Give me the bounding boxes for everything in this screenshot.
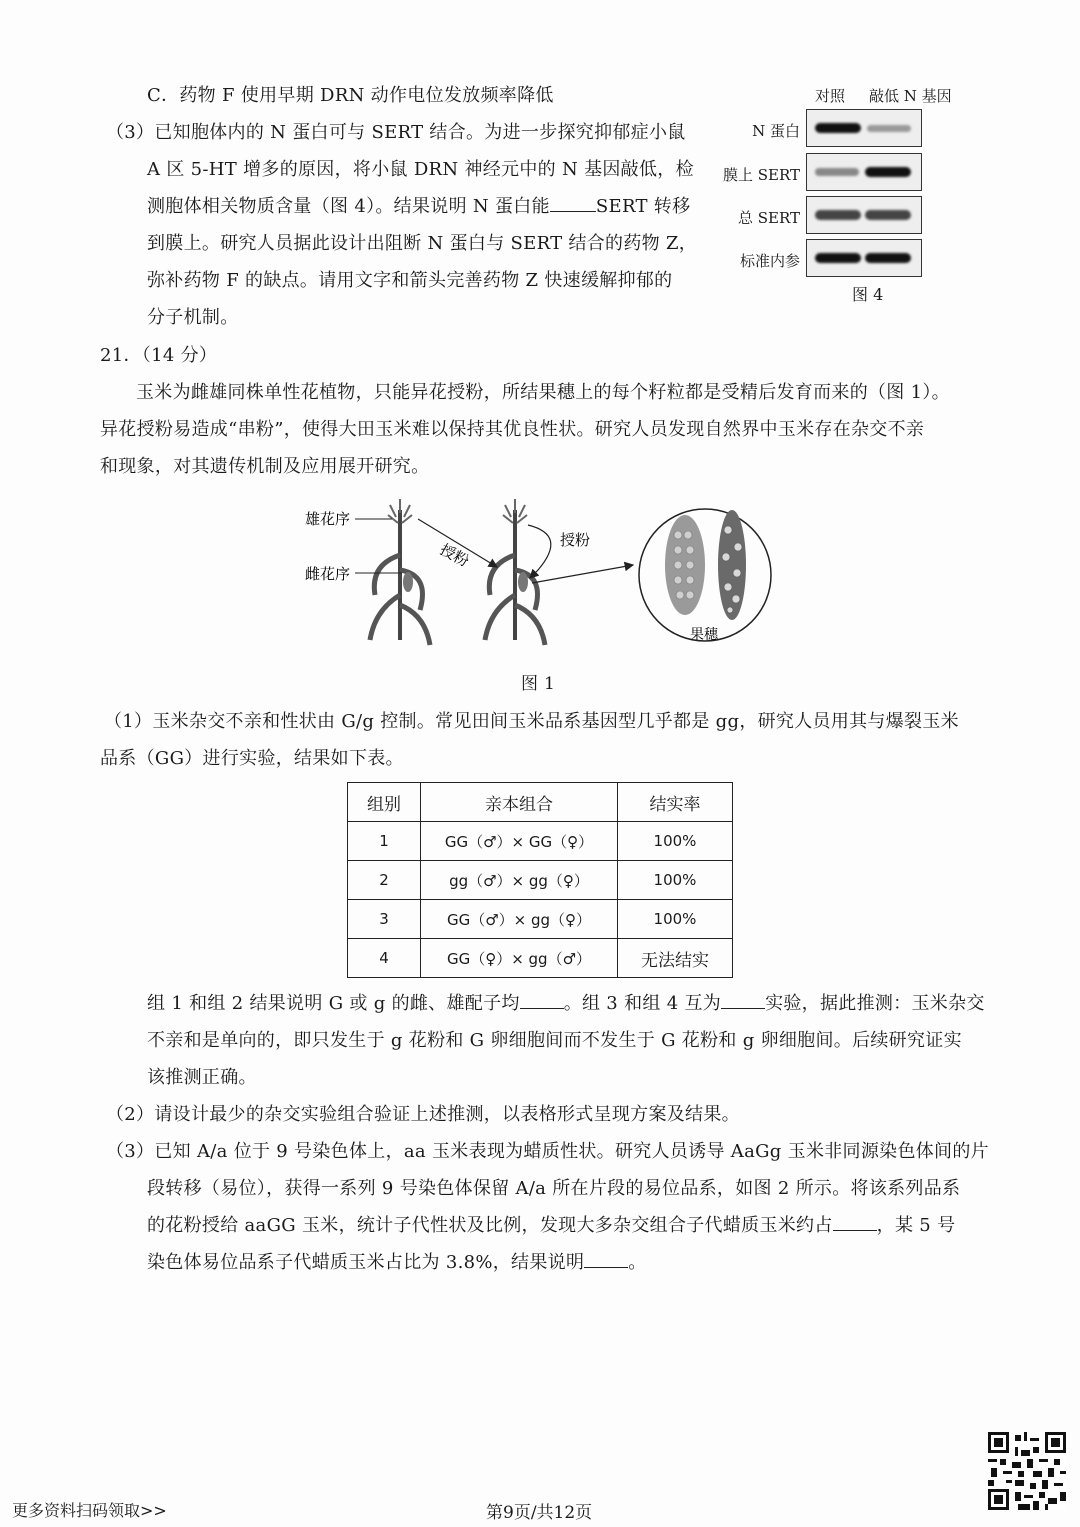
table-cell: 100%	[618, 822, 733, 861]
q21-1-result-line2: 不亲和是单向的，即只发生于 g 花粉和 G 卵细胞间而不发生于 G 花粉和 g 卵细胞间。后续研究证实	[147, 1030, 962, 1051]
figure-4-western-blot	[720, 80, 960, 320]
table-cell: gg（♂）× gg（♀）	[421, 861, 618, 900]
ear-label: 果穗	[690, 627, 718, 643]
q20-3-line2: A 区 5-HT 增多的原因，将小鼠 DRN 神经元中的 N 基因敲低，检	[147, 159, 694, 180]
band-knockdown	[865, 167, 911, 177]
header-group: 组别	[348, 783, 421, 822]
answer-blank[interactable]	[833, 1212, 877, 1231]
band-knockdown	[865, 210, 911, 220]
answer-blank[interactable]	[520, 990, 564, 1009]
answer-blank[interactable]	[550, 193, 596, 212]
row-label-total-sert: 总 SERT	[737, 209, 800, 227]
table-row	[348, 822, 733, 861]
blot-total-sert	[806, 196, 922, 234]
q21-3-line1: （3）已知 A/a 位于 9 号染色体上，aa 玉米表现为蜡质性状。研究人员诱导 AaGg 玉米非同源染色体间的片	[106, 1141, 989, 1162]
band-control	[815, 253, 861, 263]
table-cell: 100%	[618, 900, 733, 939]
answer-blank[interactable]	[721, 990, 765, 1009]
question-21-heading: 21．（14 分）	[100, 345, 218, 366]
col-knockdown-label: 敲低 N 基因	[869, 87, 952, 105]
table-header-row	[348, 783, 733, 822]
pollination-label-2: 授粉	[560, 531, 591, 549]
blot-loading-control	[806, 239, 922, 277]
q21-2: （2）请设计最少的杂交实验组合验证上述推测，以表格形式呈现方案及结果。	[106, 1104, 740, 1125]
option-c: C．药物 F 使用早期 DRN 动作电位发放频率降低	[147, 85, 554, 106]
figure-4-caption: 图 4	[852, 285, 884, 304]
band-control	[815, 123, 861, 133]
page-number: 第9页/共12页	[486, 1503, 593, 1523]
q20-3-line4: 到膜上。研究人员据此设计出阻断 N 蛋白与 SERT 结合的药物 Z，	[147, 233, 698, 254]
row-label-membrane-sert: 膜上 SERT	[722, 166, 800, 184]
table-cell: 4	[348, 939, 421, 978]
answer-blank[interactable]	[584, 1249, 628, 1268]
footer-promo-text[interactable]: 更多资料扫码领取>>	[12, 1501, 167, 1520]
q21-1-line1: （1）玉米杂交不亲和性状由 G/g 控制。常见田间玉米品系基因型几乎都是 gg，研究人员用其与爆裂玉米	[104, 711, 959, 732]
pollination-label-1: 授粉	[436, 540, 472, 571]
q21-1-result-line3: 该推测正确。	[147, 1067, 257, 1088]
table-cell: GG（♂）× gg（♀）	[421, 900, 618, 939]
table-row	[348, 861, 733, 900]
row-label-loading-control: 标准内参	[739, 252, 800, 270]
table-row	[348, 939, 733, 978]
table-cell: GG（♂）× GG（♀）	[421, 822, 618, 861]
figure-1-maize-pollination	[300, 495, 780, 665]
q21-3-line4: 染色体易位品系子代蜡质玉米占比为 3.8%，结果说明 。	[147, 1244, 647, 1281]
q21-1-line2: 品系（GG）进行实验，结果如下表。	[100, 748, 404, 769]
q21-1-result-line1: 组 1 和组 2 结果说明 G 或 g 的雌、雄配子均 。组 3 和组 4 互为 实验，据此推测：玉米杂交	[147, 985, 985, 1022]
q21-intro-line1: 玉米为雌雄同株单性花植物，只能异花授粉，所结果穗上的每个籽粒都是受精后发育而来的（图 1）。	[136, 382, 950, 403]
band-control	[815, 168, 859, 176]
table-cell: 3	[348, 900, 421, 939]
q21-3-line2: 段转移（易位），获得一系列 9 号染色体保留 A/a 所在片段的易位品系，如图 2 所示。将该系列品系	[147, 1178, 961, 1199]
band-knockdown	[865, 253, 911, 263]
table-cell: 2	[348, 861, 421, 900]
header-parents: 亲本组合	[421, 783, 618, 822]
table-cell: GG（♀）× gg（♂）	[421, 939, 618, 978]
table-cell: 1	[348, 822, 421, 861]
q20-3-line6: 分子机制。	[147, 307, 239, 328]
qr-code-icon[interactable]	[988, 1432, 1066, 1510]
q20-3-line3: 测胞体相关物质含量（图 4）。结果说明 N 蛋白能 SERT 转移	[147, 188, 690, 225]
table-cell: 100%	[618, 861, 733, 900]
header-seed-set: 结实率	[618, 783, 733, 822]
male-inflorescence-label: 雄花序	[305, 510, 351, 528]
row-label-n-protein: N 蛋白	[752, 122, 800, 140]
q20-3-line5: 弥补药物 F 的缺点。请用文字和箭头完善药物 Z 快速缓解抑郁的	[147, 270, 673, 291]
cross-results-table	[347, 782, 733, 978]
band-control	[815, 210, 861, 220]
figure-1-caption: 图 1	[521, 674, 556, 694]
table-row	[348, 900, 733, 939]
table-cell: 无法结实	[618, 939, 733, 978]
q21-intro-line3: 和现象，对其遗传机制及应用展开研究。	[100, 456, 430, 477]
blot-n-protein	[806, 109, 922, 147]
blot-membrane-sert	[806, 153, 922, 191]
q21-3-line3: 的花粉授给 aaGG 玉米，统计子代性状及比例，发现大多杂交组合子代蜡质玉米约占 ，某 5 号	[147, 1207, 955, 1244]
q20-3-line1: （3）已知胞体内的 N 蛋白可与 SERT 结合。为进一步探究抑郁症小鼠	[106, 122, 686, 143]
q21-intro-line2: 异花授粉易造成“串粉”，使得大田玉米难以保持其优良性状。研究人员发现自然界中玉米存在杂交不亲	[100, 419, 925, 440]
col-control-label: 对照	[815, 87, 846, 105]
female-inflorescence-label: 雌花序	[305, 565, 351, 583]
band-knockdown	[867, 125, 911, 132]
